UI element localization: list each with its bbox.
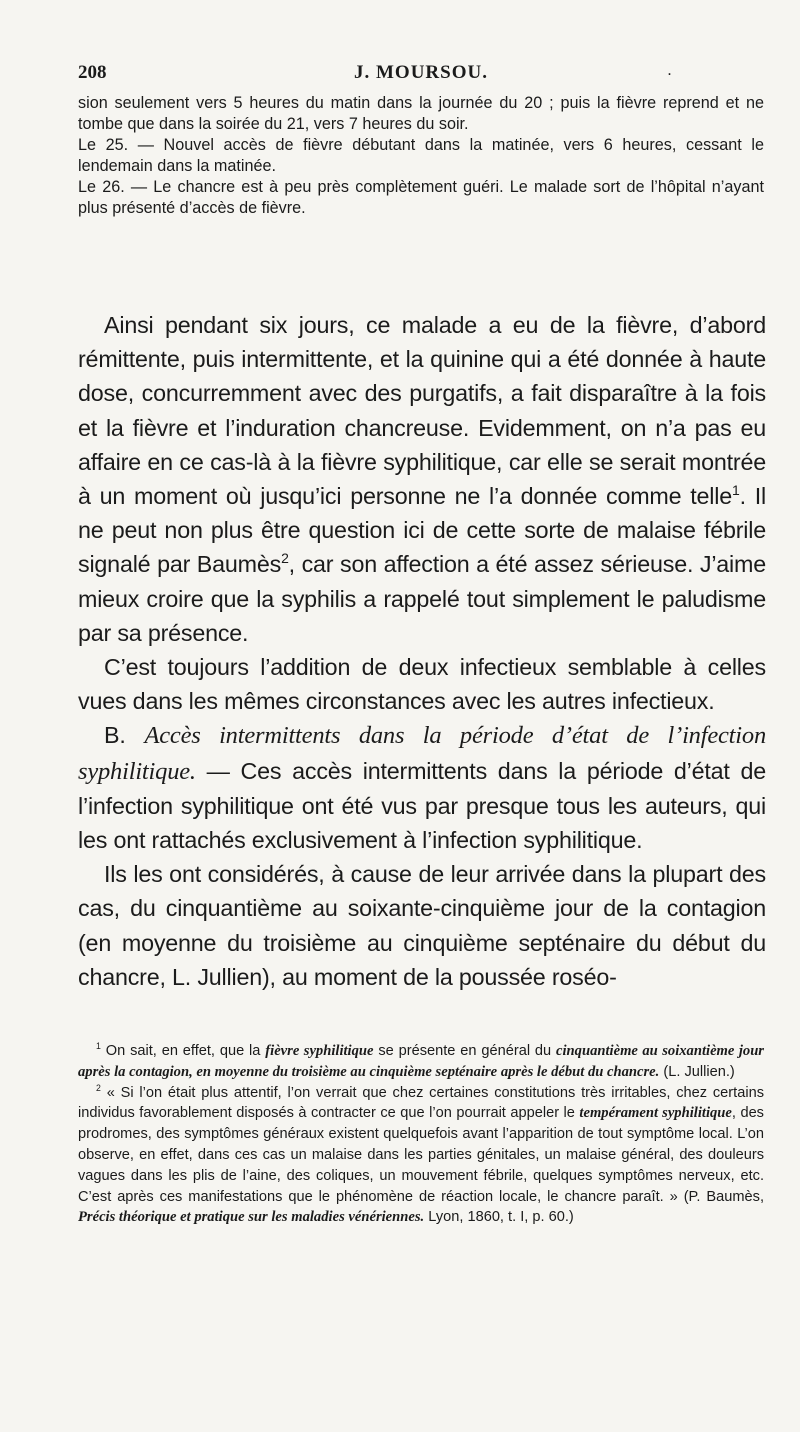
footnote-2 [78,1083,764,1229]
footnote-text: Lyon, 1860, t. I, p. 60.) [424,1209,574,1226]
body-paragraph: Ils les ont considérés, à cause de leur arrivée dans la plupart des cas, du cinquantième au soixante-cinquième jour de la contagion (en moyenne du troisième au cinquième septénaire du début du chancre, L. Jullien), au moment de la poussée roséo- [78,861,766,990]
header-mark: . [668,64,671,78]
page-number: 208 [78,62,107,83]
body-text-span: . Il ne peut non plus être question ici de cette sorte de malaise fébrile signalé par Baumès [78,483,766,578]
body-text-span: Ainsi pendant six jours, ce malade a eu de la fièvre, d’abord rémittente, puis intermittente, et la quinine qui a été donnée à haute dose, concurremment avec des purgatifs, a fait disparaître à la fois et la fièvre et l’induration chancreuse. Evidemment, on n’a pas eu affaire en ce cas-là à la fièvre syphilitique, car elle se serait montrée à un moment où jusqu’ici personne ne l’a donnée comme telle [78,312,766,510]
observation-paragraph: Le 26. — Le chancre est à peu près complètement guéri. Le malade sort de l’hôpital n’ayant plus présenté d’accès de fièvre. [78,178,764,217]
observation-block [78,93,764,219]
main-text [78,308,766,994]
body-text-span: , car son affection a été assez sérieuse. J’aime mieux croire que la syphilis a rappelé tout simplement le paludisme par sa présence. [78,551,766,646]
running-title: J. MOURSOU. [354,62,488,83]
footnote-emphasis: cinquantième au soixantième jour après la contagion, en moyenne du troisième au cinquième septénaire après le début du chancre. [78,1043,764,1080]
section-label: B. [104,722,126,749]
footnote-emphasis: tempérament syphilitique [579,1105,732,1122]
section-title: Accès intermittents dans la période d’état de l’infection syphilitique. [78,722,766,785]
running-header [78,62,764,86]
body-text-span: — Ces accès intermittents dans la période d’état de l’infection syphilitique ont été vus par presque tous les auteurs, qui les ont rattachés exclusivement à l’infection syphilitique. [78,757,766,854]
footnote-1 [78,1041,764,1083]
footnote-emphasis: fièvre syphilitique [265,1043,374,1059]
footnote-text: « Si l’on était plus attentif, l’on verrait que chez certaines constitutions très irritables, chez certains individus favorablement disposés à contracter ce que l’on pourrait appeler le [78,1084,764,1122]
footnote-mark: 2 [96,1082,101,1093]
observation-paragraph: Le 25. — Nouvel accès de fièvre débutant dans la matinée, vers 6 heures, cessant le lendemain dans la matinée. [78,136,764,175]
footnote-ref: 1 [732,482,740,499]
footnote-mark: 1 [96,1041,101,1052]
observation-paragraph: sion seulement vers 5 heures du matin dans la journée du 20 ; puis la fièvre reprend et ne tombe que dans la soirée du 21, vers 7 heures du soir. [78,94,764,133]
footnote-ref: 2 [281,550,289,567]
section-paragraph [78,718,766,857]
footnote-text: (L. Jullien.) [659,1063,735,1080]
footnote-text: , des prodromes, des symptômes généraux existent quelquefois avant l’apparition de tout symptôme local. L’on observe, en effet, dans ces cas un malaise dans les parties génitales, un malaise général, des douleurs vagues dans les plis de l’aine, des coliques, un mouvement fébrile, quelques symptômes nerveux, etc. C’est après ces manifestations que le phénomène de réaction locale, le chancre paraît. » (P. Baumès, [78,1105,764,1205]
body-paragraph [78,308,766,650]
footnote-citation-title: Précis théorique et pratique sur les maladies vénériennes. [78,1209,425,1226]
footnote-text: On sait, en effet, que la [105,1043,266,1059]
footnotes [78,1041,764,1228]
body-paragraph: C’est toujours l’addition de deux infectieux semblable à celles vues dans les mêmes circonstances avec les autres infectieux. [78,654,766,715]
footnote-text: se présente en général du [373,1043,557,1059]
